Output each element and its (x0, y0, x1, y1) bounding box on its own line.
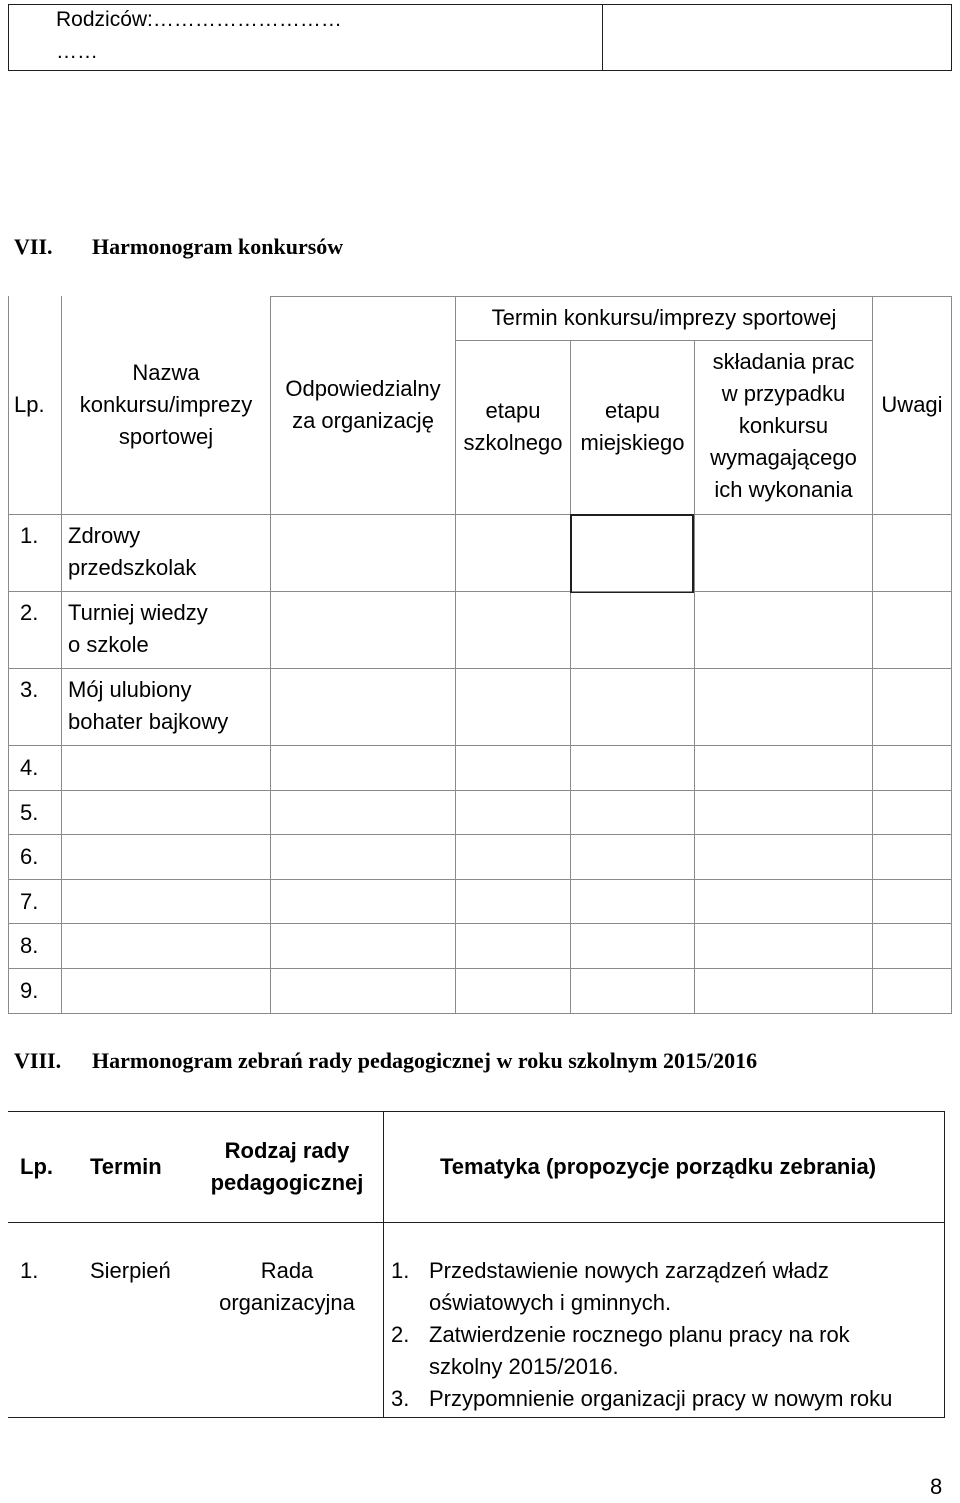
meeting-1-lp: 1. (20, 1258, 39, 1283)
section-vii-title: Harmonogram konkursów (92, 234, 344, 259)
row-2-name-1: Turniej wiedzy (68, 600, 208, 625)
header-skladania-5: ich wykonania (714, 477, 853, 502)
header-skladania-3: konkursu (738, 413, 829, 438)
row-3-name-1: Mój ulubiony (68, 677, 192, 702)
rodzicow-line1: Rodziców:……………………… (56, 8, 342, 31)
agenda-item-1-line1: Przedstawienie nowych zarządzeń władz (429, 1258, 829, 1283)
row-1-lp: 1. (20, 523, 39, 548)
header-odpowiedzialny-1: Odpowiedzialny (285, 376, 441, 401)
section-viii-title: Harmonogram zebrań rady pedagogicznej w roku szkolnym 2015/2016 (92, 1048, 758, 1073)
header-skladania-2: w przypadku (721, 381, 846, 406)
header-rodzaj-2: pedagogicznej (210, 1170, 364, 1195)
meeting-1-rodzaj-2: organizacyjna (219, 1290, 355, 1315)
row-7-lp: 7. (20, 889, 39, 914)
agenda-item-1-line2: oświatowych i gminnych. (429, 1290, 672, 1315)
header-termin-group: Termin konkursu/imprezy sportowej (491, 305, 837, 330)
agenda-item-2-line1: Zatwierdzenie rocznego planu pracy na rok (429, 1322, 850, 1347)
header-uwagi: Uwagi (881, 392, 943, 417)
header-etapu-miejskiego-2: miejskiego (580, 430, 685, 455)
row-3-name-2: bohater bajkowy (68, 709, 229, 734)
row-8-lp: 8. (20, 933, 39, 958)
header-rodzaj-1: Rodzaj rady (224, 1138, 350, 1163)
section-viii-number: VIII. (14, 1048, 62, 1073)
page-number: 8 (930, 1474, 943, 1499)
header-etapu-szkolnego-2: szkolnego (463, 430, 563, 455)
row-1-name-2: przedszkolak (68, 555, 197, 580)
row-1-name-1: Zdrowy (68, 523, 141, 548)
agenda-item-3-line1: Przypomnienie organizacji pracy w nowym roku (429, 1386, 893, 1411)
header-tematyka: Tematyka (propozycje porządku zebrania) (440, 1154, 877, 1179)
row-2-lp: 2. (20, 600, 39, 625)
header-nazwa-3: sportowej (118, 424, 214, 449)
header-lp: Lp. (20, 1154, 53, 1179)
header-odpowiedzialny-2: za organizację (292, 408, 434, 433)
header-etapu-miejskiego-1: etapu (604, 398, 661, 423)
header-skladania-1: składania prac (712, 349, 855, 374)
agenda-item-2-line2: szkolny 2015/2016. (429, 1354, 619, 1379)
row-9-lp: 9. (20, 978, 39, 1003)
meeting-1-rodzaj-1: Rada (260, 1258, 314, 1283)
rodzicow-line2: …… (56, 40, 98, 63)
row-5-lp: 5. (20, 800, 39, 825)
agenda-item-1-num: 1. (391, 1258, 410, 1283)
header-skladania-4: wymagającego (710, 445, 857, 470)
agenda-item-2-num: 2. (391, 1322, 410, 1347)
row-6-lp: 6. (20, 844, 39, 869)
row-2-name-2: o szkole (68, 632, 149, 657)
section-vii-number: VII. (14, 234, 53, 259)
header-termin: Termin (90, 1154, 162, 1179)
row-3-lp: 3. (20, 677, 39, 702)
header-nazwa-2: konkursu/imprezy (79, 392, 253, 417)
agenda-item-3-num: 3. (391, 1386, 410, 1411)
meeting-1-termin: Sierpień (90, 1258, 171, 1283)
header-nazwa-1: Nazwa (132, 360, 200, 385)
header-lp: Lp. (14, 392, 45, 417)
row-4-lp: 4. (20, 755, 39, 780)
header-etapu-szkolnego-1: etapu (485, 398, 541, 423)
